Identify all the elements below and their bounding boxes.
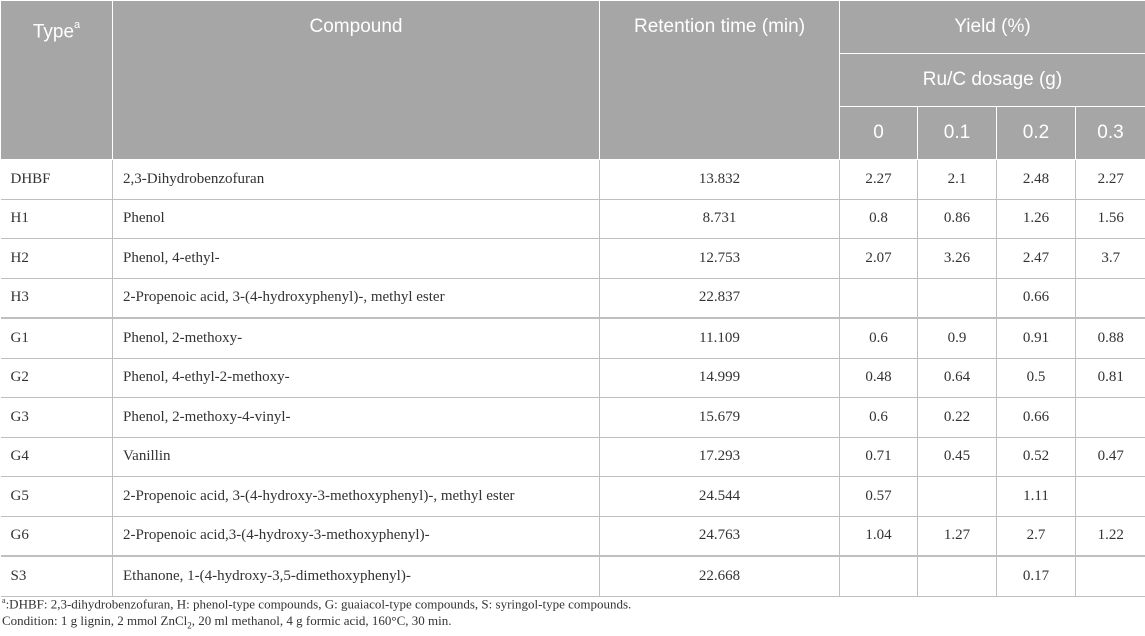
cell-yield-0.3: [1076, 556, 1145, 596]
cell-yield-0.1: 0.9: [918, 318, 997, 358]
header-type: Type$^a$: [1, 1, 113, 160]
cell-yield-0.2: 0.66: [997, 278, 1076, 318]
table-row: [1, 398, 1145, 438]
cell-type: G3: [1, 398, 113, 438]
cell-yield-0.1: 0.86: [918, 199, 997, 239]
cell-yield-0.3: 0.47: [1076, 437, 1145, 477]
cell-yield-0.1: 0.45: [918, 437, 997, 477]
cell-yield-0.1: [918, 556, 997, 596]
table-row: [1, 477, 1145, 517]
cell-yield-0.2: 0.17: [997, 556, 1076, 596]
cell-yield-0: 0.8: [840, 199, 918, 239]
cell-compound: Phenol: [113, 199, 600, 239]
table-row: [1, 239, 1145, 279]
cell-yield-0.1: [918, 278, 997, 318]
cell-compound: Ethanone, 1-(4-hydroxy-3,5-dimethoxyphenyl)-: [113, 556, 600, 596]
cell-type: H1: [1, 199, 113, 239]
cell-yield-0.3: 0.88: [1076, 318, 1145, 358]
cell-type: G4: [1, 437, 113, 477]
cell-yield-0.3: [1076, 398, 1145, 438]
cell-yield-0: 0.6: [840, 318, 918, 358]
cell-retention-time: 11.109: [600, 318, 840, 358]
footnote-a: [2, 591, 631, 611]
cell-retention-time: 17.293: [600, 437, 840, 477]
cell-retention-time: 22.837: [600, 278, 840, 318]
cell-type: H3: [1, 278, 113, 318]
cell-yield-0.2: 0.66: [997, 398, 1076, 438]
header-dose-2: 0.2: [997, 107, 1076, 160]
cell-yield-0.2: 0.52: [997, 437, 1076, 477]
cell-compound: 2-Propenoic acid,3-(4-hydroxy-3-methoxyphenyl)-: [113, 516, 600, 556]
table-row: [1, 556, 1145, 596]
table-row: [1, 516, 1145, 556]
table-row: [1, 437, 1145, 477]
cell-compound: 2,3-Dihydrobenzofuran: [113, 160, 600, 200]
cell-retention-time: 14.999: [600, 358, 840, 398]
cell-yield-0.3: 0.81: [1076, 358, 1145, 398]
cell-yield-0.2: 1.11: [997, 477, 1076, 517]
cell-yield-0.1: 0.64: [918, 358, 997, 398]
cell-yield-0: 2.27: [840, 160, 918, 200]
cell-compound: 2-Propenoic acid, 3-(4-hydroxyphenyl)-, methyl ester: [113, 278, 600, 318]
footnote-a-text: :DHBF: 2,3-dihydrobenzofuran, H: phenol-type compounds, G: guaiacol-type compounds, S: syringol-type compounds.: [6, 596, 632, 611]
table-body: [1, 160, 1145, 597]
cell-retention-time: 15.679: [600, 398, 840, 438]
cell-retention-time: 12.753: [600, 239, 840, 279]
cell-yield-0.2: 1.26: [997, 199, 1076, 239]
cell-yield-0.1: [918, 477, 997, 517]
cell-type: H2: [1, 239, 113, 279]
cell-yield-0.2: 2.48: [997, 160, 1076, 200]
cell-retention-time: 24.544: [600, 477, 840, 517]
table-footnotes: [2, 591, 631, 631]
cell-yield-0.3: 1.22: [1076, 516, 1145, 556]
cell-type: G5: [1, 477, 113, 517]
cell-compound: Vanillin: [113, 437, 600, 477]
table-row: [1, 160, 1145, 200]
cell-type: DHBF: [1, 160, 113, 200]
cell-yield-0.2: 2.7: [997, 516, 1076, 556]
table-row: [1, 278, 1145, 318]
table-row: [1, 199, 1145, 239]
header-dose-0: 0: [840, 107, 918, 160]
cell-yield-0: 2.07: [840, 239, 918, 279]
cell-yield-0: [840, 556, 918, 596]
cell-type: G6: [1, 516, 113, 556]
cell-yield-0.3: 2.27: [1076, 160, 1145, 200]
cell-type: S3: [1, 556, 113, 596]
cell-yield-0.1: 3.26: [918, 239, 997, 279]
table-row: [1, 318, 1145, 358]
cell-yield-0: [840, 278, 918, 318]
footnote-marker: a: [74, 19, 80, 31]
cell-yield-0: 0.71: [840, 437, 918, 477]
cell-compound: Phenol, 2-methoxy-: [113, 318, 600, 358]
cell-type: G1: [1, 318, 113, 358]
header-dose-1: 0.1: [918, 107, 997, 160]
cell-yield-0.1: 0.22: [918, 398, 997, 438]
table-row: [1, 358, 1145, 398]
cell-compound: Phenol, 2-methoxy-4-vinyl-: [113, 398, 600, 438]
cell-compound: Phenol, 4-ethyl-2-methoxy-: [113, 358, 600, 398]
header-compound: Compound: [113, 1, 600, 160]
cell-yield-0.3: 3.7: [1076, 239, 1145, 279]
footnote-condition: Condition: 1 g lignin, 2 mmol ZnCl$_2$, 20 ml methanol, 4 g formic acid, 160°C, 30 min.: [2, 611, 631, 631]
cell-yield-0.3: [1076, 278, 1145, 318]
header-yield: Yield (%): [840, 1, 1145, 54]
cell-yield-0.1: 1.27: [918, 516, 997, 556]
cell-yield-0: 1.04: [840, 516, 918, 556]
cell-yield-0: 0.6: [840, 398, 918, 438]
cell-yield-0.3: [1076, 477, 1145, 517]
cell-yield-0.1: 2.1: [918, 160, 997, 200]
cell-yield-0.2: 2.47: [997, 239, 1076, 279]
header-dosage: Ru/C dosage (g): [840, 54, 1145, 107]
cell-retention-time: 22.668: [600, 556, 840, 596]
cell-yield-0: 0.48: [840, 358, 918, 398]
cell-yield-0: 0.57: [840, 477, 918, 517]
header-retention-time: Retention time (min): [600, 1, 840, 160]
cell-retention-time: 13.832: [600, 160, 840, 200]
cell-compound: 2-Propenoic acid, 3-(4-hydroxy-3-methoxyphenyl)-, methyl ester: [113, 477, 600, 517]
cell-yield-0.3: 1.56: [1076, 199, 1145, 239]
cell-yield-0.2: 0.5: [997, 358, 1076, 398]
cell-retention-time: 24.763: [600, 516, 840, 556]
header-dose-3: 0.3: [1076, 107, 1145, 160]
cell-compound: Phenol, 4-ethyl-: [113, 239, 600, 279]
cell-yield-0.2: 0.91: [997, 318, 1076, 358]
cell-type: G2: [1, 358, 113, 398]
footnote-a-marker: a: [2, 596, 6, 605]
cell-retention-time: 8.731: [600, 199, 840, 239]
